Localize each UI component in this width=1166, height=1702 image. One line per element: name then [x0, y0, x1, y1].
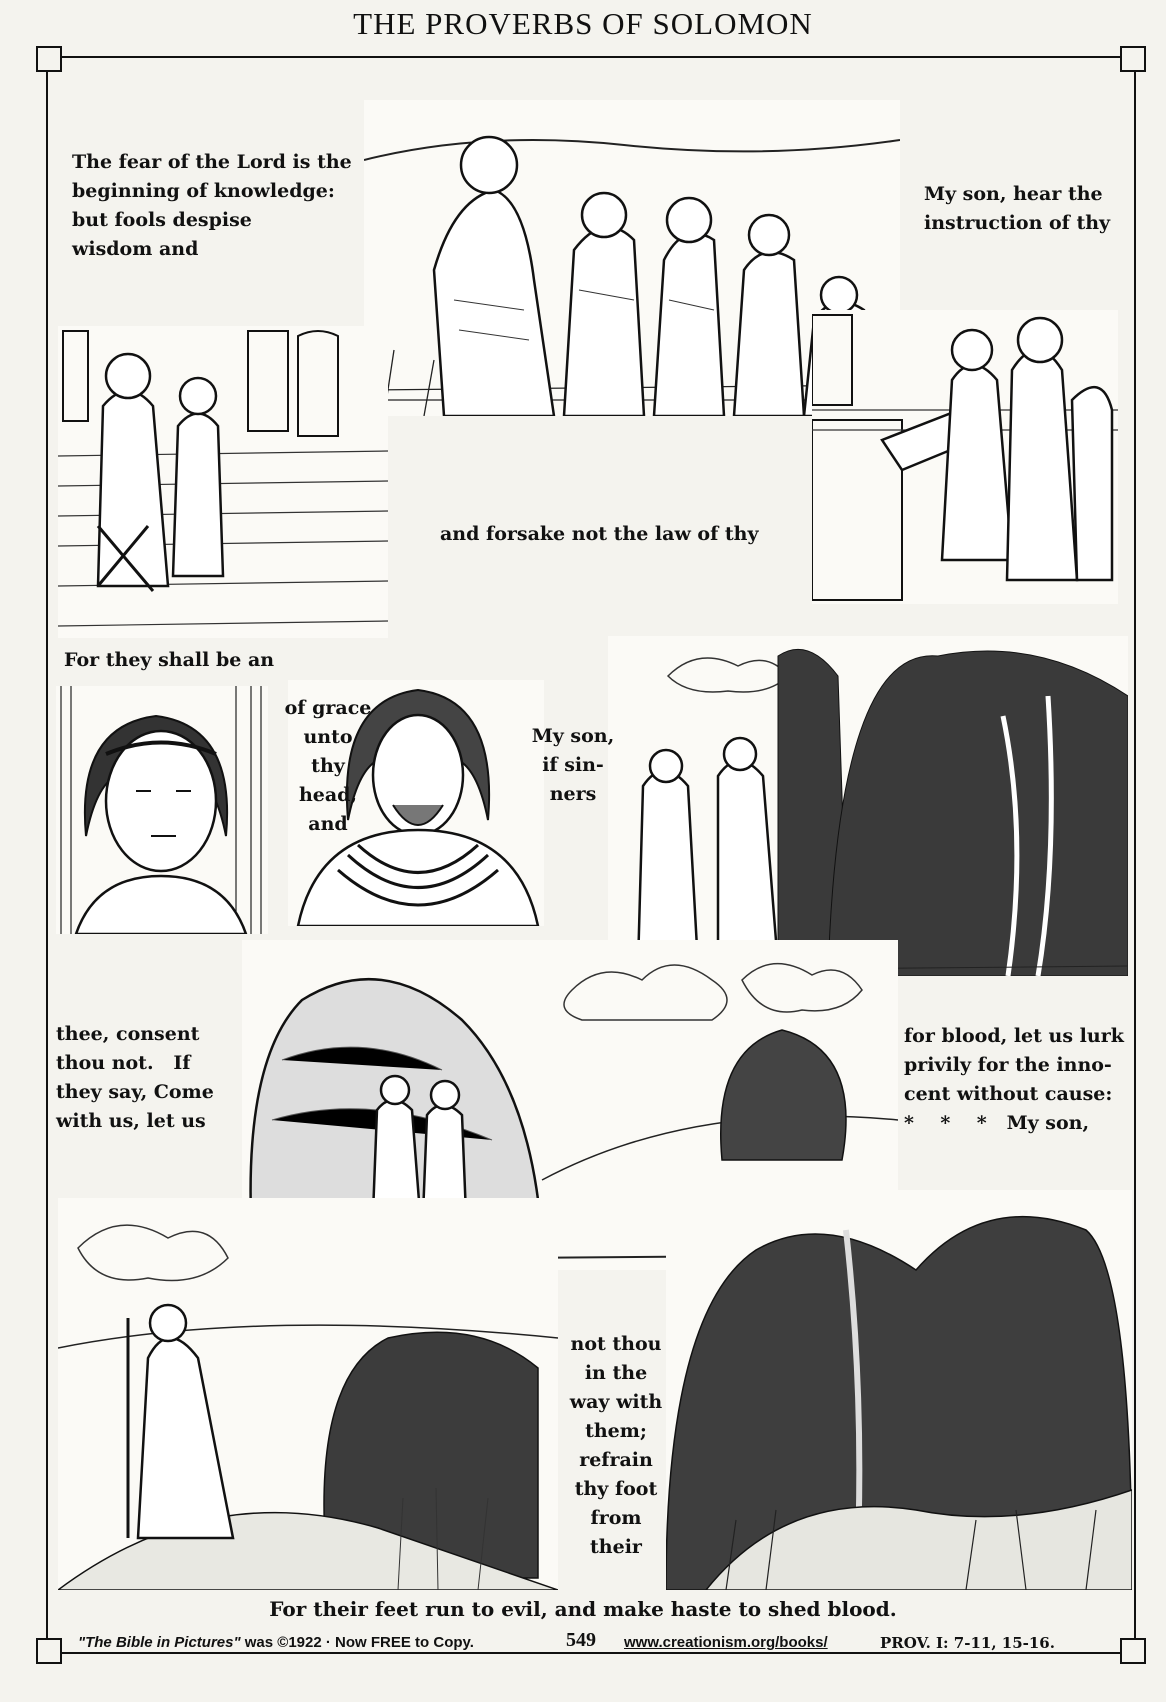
book-title: "The Bible in Pictures" [78, 1634, 241, 1651]
copyright-credit [78, 1634, 474, 1651]
website-link[interactable]: www.creationism.org/books/ [624, 1634, 828, 1651]
verse-feet-run: For their feet run to evil, and make haste to shed blood. [269, 1597, 897, 1621]
verse-my-son-if: My son, if sin- ners [531, 725, 615, 805]
page-title: THE PROVERBS OF SOLOMON [353, 6, 813, 41]
illustration-scribe-at-desk [812, 310, 1118, 604]
verse-fear-of-lord: The fear of the Lord is the beginning of knowledge: but fools despise wisdom and [72, 151, 352, 260]
verse-for-blood: for blood, let us lurk privily for the inno- cent without cause: * * * My son, [904, 1025, 1124, 1134]
verse-not-thou: not thou in the way with them; refrain thy foot from their [569, 1333, 663, 1558]
illustration-traveler-with-staff [58, 1198, 558, 1590]
verse-my-son-hear: My son, hear the instruction of thy [924, 183, 1111, 234]
illustration-father-and-son-seated [58, 326, 388, 638]
border-corner-ornament [36, 46, 62, 72]
border-corner-ornament [1120, 46, 1146, 72]
illustration-forest-thicket [666, 1190, 1132, 1590]
border-corner-ornament [1120, 1638, 1146, 1664]
verse-forsake-not: and forsake not the law of thy [440, 523, 759, 545]
border-corner-ornament [36, 1638, 62, 1664]
scripture-reference: PROV. I: 7-11, 15-16. [880, 1634, 1055, 1652]
credit-text: was ©1922 · Now FREE to Copy. [240, 1634, 474, 1651]
verse-thee-consent: thee, consent thou not. If they say, Come with us, let us [56, 1023, 214, 1132]
page-number: 549 [566, 1629, 596, 1651]
verse-they-shall-be: For they shall be an [64, 649, 275, 671]
illustration-travelers-in-woods [608, 636, 1128, 976]
illustration-youth-portrait [56, 686, 268, 934]
verse-of-grace: of grace unto thy head, and [284, 697, 372, 835]
